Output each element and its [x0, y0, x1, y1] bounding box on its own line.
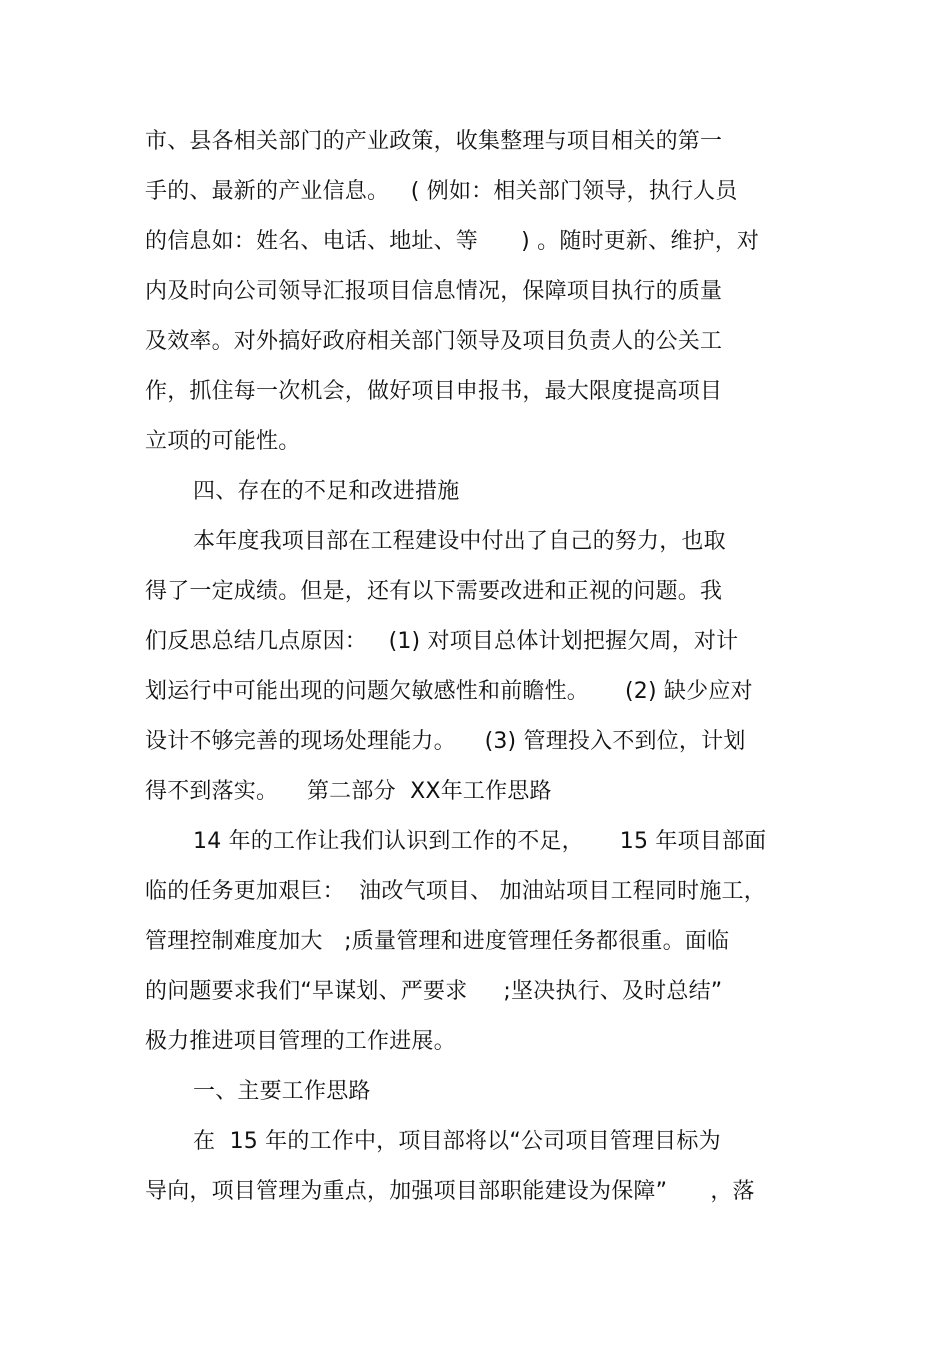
text-line: 的信息如：姓名、电话、地址、等 ) 。随时更新、维护，对 [145, 229, 760, 254]
text-line: 本年度我项目部在工程建设中付出了自己的努力，也取 [193, 529, 726, 554]
text-line: 及效率。对外搞好政府相关部门领导及项目负责人的公关工 [145, 329, 723, 354]
text-line: 手的、最新的产业信息。 ( 例如：相关部门领导，执行人员 [145, 179, 738, 204]
text-line: 临的任务更加艰巨： 油改气项目、 加油站项目工程同时施工， [145, 879, 766, 904]
text-line: 导向，项目管理为重点，加强项目部职能建设为保障” ，落 [145, 1179, 755, 1204]
text-line: 们反思总结几点原因： (1) 对项目总体计划把握欠周，对计 [145, 629, 739, 654]
text-line: 划运行中可能出现的问题欠敏感性和前瞻性。 (2) 缺少应对 [145, 679, 753, 704]
text-line: 得了一定成绩。但是，还有以下需要改进和正视的问题。我 [145, 579, 723, 604]
text-line: 立项的可能性。 [145, 429, 301, 454]
text-line: 极力推进项目管理的工作进展。 [145, 1029, 456, 1054]
text-line: 管理控制难度加大 ;质量管理和进度管理任务都很重。面临 [145, 929, 730, 954]
text-line: 得不到落实。 第二部分 XX年工作思路 [145, 779, 552, 804]
section-heading: 四、存在的不足和改进措施 [193, 479, 460, 504]
section-heading: 一、主要工作思路 [193, 1079, 371, 1104]
text-line: 14 年的工作让我们认识到工作的不足， 15 年项目部面 [193, 829, 767, 854]
text-line: 市、县各相关部门的产业政策，收集整理与项目相关的第一 [145, 129, 723, 154]
text-line: 作，抓住每一次机会，做好项目申报书，最大限度提高项目 [145, 379, 723, 404]
text-line: 设计不够完善的现场处理能力。 (3) 管理投入不到位，计划 [145, 729, 746, 754]
text-line: 在 15 年的工作中，项目部将以“公司项目管理目标为 [193, 1129, 721, 1154]
text-line: 内及时向公司领导汇报项目信息情况，保障项目执行的质量 [145, 279, 723, 304]
text-line: 的问题要求我们“早谋划、严要求 ;坚决执行、及时总结” [145, 979, 723, 1004]
